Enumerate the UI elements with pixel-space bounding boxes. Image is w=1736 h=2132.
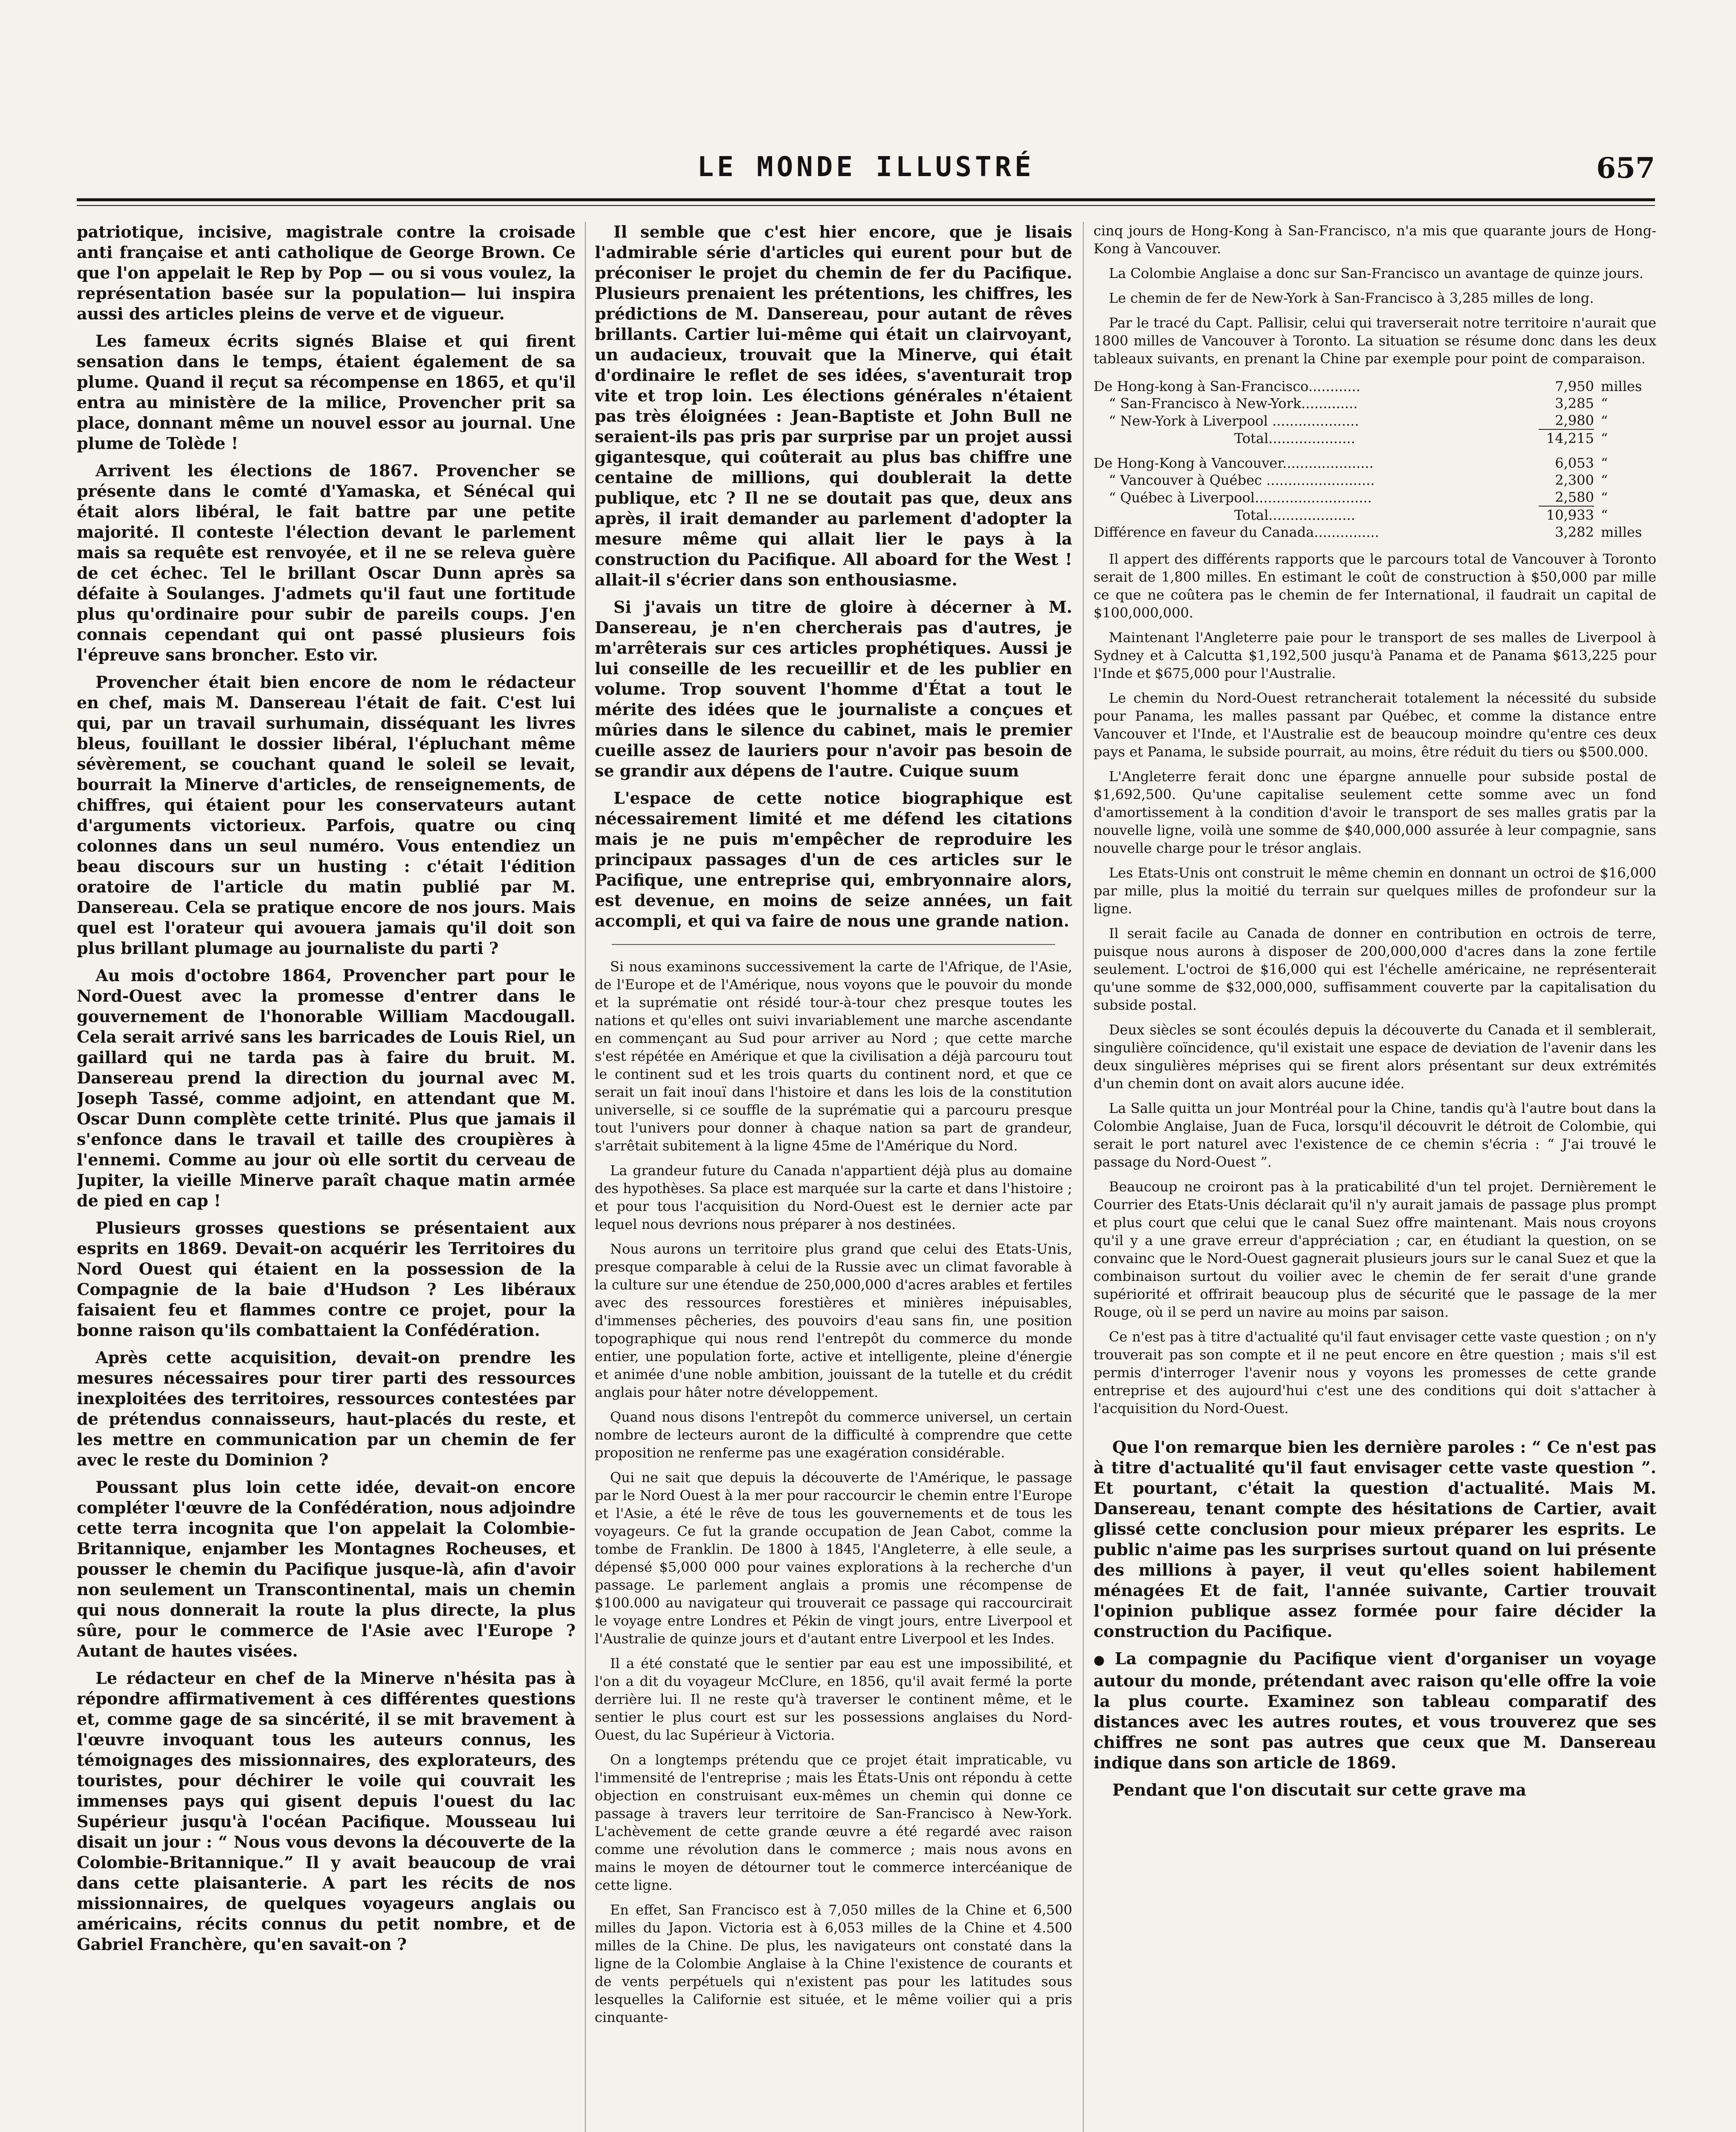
quoted-paragraph: Il appert des différents rapports que le parcours total de Vancouver à Toronto serait de 1,800 milles. En estimant le coût de construction à $50,000 par mille ce que ne coûtera pas le chemin de fer International, il faudrait un capital de $100,000,000. [1094, 551, 1656, 621]
distance-value: 6,053 [1555, 455, 1594, 471]
quoted-paragraph: Ce n'est pas à titre d'actualité qu'il faut envisager cette vaste question ; on n'y trouverait pas son compte et il ne peut encore en être question ; mais s'il est permis d'interroger l'avenir nous y voyons les promesses de cette grande entreprise et des aujourd'hui c'est une des conditions qui doit s'attacher à l'acquisition du Nord-Ouest. [1094, 1329, 1656, 1417]
column-separator [585, 222, 586, 2132]
route-label: “ San-Francisco à New-York............. [1109, 395, 1358, 411]
route-label: “ New-York à Liverpool .................... [1109, 412, 1359, 429]
paragraph: ● La compagnie du Pacifique vient d'organiser un voyage autour du monde, prétendant avec raison qu'elle offre la voie la plus courte. Examinez son tableau comparatif des distances avec les autres routes, et vous trouverez que ses chiffres ne sont pas autres que ceux que M. Dansereau indique dans son article de 1869. [1094, 1648, 1656, 1773]
distance-value: 2,300 [1555, 472, 1594, 488]
column-2 [595, 222, 1072, 2132]
header-rule-thin [77, 205, 1655, 206]
paragraph: Plusieurs grosses questions se présentaient aux esprits en 1869. Devait-on acquérir les Territoires du Nord Ouest qui étaient en la possession de la Compagnie de la baie d'Hudson ? Les libéraux faisaient feu et flammes contre ce projet, pour la bonne raison qu'ils combattaient la Confédération. [77, 1218, 576, 1340]
quoted-paragraph: En effet, San Francisco est à 7,050 milles de la Chine et 6,500 milles du Japon. Victoria est à 6,053 milles de la Chine et 4.500 milles de la Chine. De plus, les navigateurs ont constaté dans la ligne de la Colombie Anglaise à la Chine l'existence de courants et de vents perpétuels qui n'existent pas pour les latitudes sous lesquelles la Californie est située, et le même voilier qui a pris cinquante- [595, 1902, 1072, 2025]
distance-value: 3,285 [1555, 395, 1594, 411]
route-label: De Hong-kong à San-Francisco............ [1094, 378, 1360, 394]
quoted-article-continued [1094, 222, 1656, 1417]
quoted-paragraph: Deux siècles se sont écoulés depuis la découverte du Canada et il semblerait, singulière coïncidence, qu'il existait une espace de deviation de l'avenir dans les deux singulières méprises qui se firent alors présentant sur deux extrémités d'un chemin dont on avait alors aucune idée. [1094, 1022, 1656, 1092]
table-row [1094, 455, 1656, 472]
route-label: De Hong-Kong à Vancouver..................... [1094, 455, 1374, 471]
quoted-paragraph: Beaucoup ne croiront pas à la praticabilité d'un tel projet. Dernièrement le Courrier des Etats-Unis déclarait qu'il n'y aurait jamais de passage plus prompt et plus court que celui que le canal Suez offre maintenant. Mais nous croyons qu'il y a une grave erreur d'appréciation ; car, en étudiant la question, on se convainc que le Nord-Ouest gagnerait plusieurs jours sur le canal Suez et que la combinaison surtout du voilier avec le chemin de fer serait d'une grande supériorité et offrirait beaucoup plus de sécurité que le passage de la mer Rouge, où il se perd un navire au moins par saison. [1094, 1179, 1656, 1320]
column-2-body [595, 222, 1072, 931]
quoted-paragraph: Le chemin du Nord-Ouest retrancherait totalement la nécessité du subside pour Panama, les malles passant par Québec, et comme la distance entre Vancouver et l'Inde, et l'Australie est de beaucoup moindre qu'entre ces deux pays et Panama, le subside pourrait, au moins, être réduit du tiers ou $500.000. [1094, 690, 1656, 760]
quoted-paragraph: Les Etats-Unis ont construit le même chemin en donnant un octroi de $16,000 par mille, plus la moitié du terrain sur quelques milles de profondeur sur la ligne. [1094, 865, 1656, 917]
section-spacer [1094, 1427, 1656, 1428]
table-row [1094, 378, 1656, 395]
total-label: Total.................... [1234, 507, 1355, 523]
unit-ditto: “ [1601, 412, 1608, 429]
masthead-title: LE MONDE ILLUSTRÉ [697, 151, 1035, 183]
quoted-paragraph: cinq jours de Hong-Kong à San-Francisco, n'a mis que quarante jours de Hong-Kong à Vancouver. [1094, 223, 1656, 257]
quoted-paragraph: Il serait facile au Canada de donner en contribution en octrois de terre, puisque nous aurons à disposer de 200,000,000 d'acres dans la zone fertile seulement. L'octroi de $16,000 qui est l'échelle américaine, ne représenterait qu'une somme de $32,000,000, suffisamment couverte par la capitalisation du subside postal. [1094, 925, 1656, 1013]
paragraph: Arrivent les élections de 1867. Provencher se présente dans le comté d'Yamaska, et Sénécal qui était alors libéral, le fait battre par une petite majorité. Il conteste l'élection devant le parlement mais sa requête est renvoyée, et il ne se releva guère de cet échec. Tel le brillant Oscar Dunn après sa défaite à Soulanges. J'admets qu'il faut une fortitude plus qu'ordinaire pour subir de pareils coups. J'en connais cependant qui ont passé plusieurs fois l'épreuve sans broncher. Esto vir. [77, 461, 576, 664]
table-row [1094, 472, 1656, 489]
quoted-paragraph: La Colombie Anglaise a donc sur San-Francisco un avantage de quinze jours. [1109, 265, 1643, 281]
unit-ditto: “ [1601, 489, 1608, 506]
quoted-paragraph: La grandeur future du Canada n'appartient déjà plus au domaine des hypothèses. Sa place est marquée sur la carte et dans l'histoire ; et pour tous l'acquisition du Nord-Ouest est le dernier acte par lequel nous devrions nous préparer à nos destinées. [595, 1162, 1072, 1232]
running-head [77, 151, 1655, 190]
section-divider [612, 944, 1055, 945]
distance-value: 7,950 [1555, 378, 1594, 394]
difference-label: Différence en faveur du Canada............... [1094, 524, 1379, 540]
page-number: 657 [1596, 151, 1655, 185]
column-1 [77, 222, 576, 2132]
quoted-paragraph: Qui ne sait que depuis la découverte de l'Amérique, le passage par le Nord Ouest à la mer pour raccourcir le chemin entre l'Europe et l'Asie, a été le rêve de tous les gouvernements et de tous les voyageurs. Ce fut la grande occupation de Jean Cabot, comme la tombe de Franklin. De 1800 à 1845, l'Angleterre, à elle seule, a dépensé $5,000 000 pour vaines explorations à la recherche d'un passage. Le parlement anglais a promis une récompense de $100.000 au navigateur qui trouverait ce passage qui raccourcirait le voyage entre Londres et Pékin de vingt jours, entre Liverpool et l'Australie de quinze jours et d'autant entre Liverpool et les Indes. [595, 1469, 1072, 1647]
distance-value: 2,980 [1539, 412, 1594, 429]
paragraph: Si j'avais un titre de gloire à décerner à M. Dansereau, je n'en chercherais pas d'autres, je m'arrêterais sur ces articles prophétiques. Aussi je lui conseille de les recueillir et de les publier en volume. Trop souvent l'homme d'État a tout le mérite des idées que le journaliste a conçues et mûries dans le silence du cabinet, mais le premier cueille assez de lauriers pour n'avoir pas besoin de se grandir aux dépens de l'autre. Cuique suum [595, 597, 1072, 780]
quoted-paragraph: Maintenant l'Angleterre paie pour le transport de ses malles de Liverpool à Sydney et à Calcutta $1,192,500 jusqu'à Panama et de Panama $613,225 pour l'Inde et $675,000 pour l'Australie. [1094, 629, 1656, 681]
quoted-article [595, 958, 1072, 2026]
column-3 [1094, 222, 1656, 2132]
unit-ditto: “ [1601, 430, 1608, 446]
quoted-paragraph: La Salle quitta un jour Montréal pour la Chine, tandis qu'à l'autre bout dans la Colombie Anglaise, Juan de Fuca, lorsqu'il découvrit le détroit de Colombie, qui serait le port naturel avec l'existence de ce chemin s'écria : “ J'ai trouvé le passage du Nord-Ouest ”. [1094, 1100, 1656, 1170]
header-rule-thick [77, 198, 1655, 201]
total-label: Total.................... [1234, 430, 1355, 446]
total-value: 14,215 [1546, 430, 1594, 446]
difference-value: 3,282 [1555, 524, 1594, 540]
paragraph: Les fameux écrits signés Blaise et qui firent sensation dans le temps, étaient également de sa plume. Quand il reçut sa récompense en 1865, et qu'il entra au ministère de la milice, Provencher prit sa place, donnant même un nouvel essor au journal. Une plume de Tolède ! [77, 331, 576, 453]
quoted-paragraph: Quand nous disons l'entrepôt du commerce universel, un certain nombre de lecteurs auront de la difficulté à comprendre que cette proposition ne renferme pas une exagération considérable. [595, 1409, 1072, 1461]
paragraph: Il semble que c'est hier encore, que je lisais l'admirable série d'articles qui eurent pour but de préconiser le projet du chemin de fer du Pacifique. Plusieurs prenaient les prétentions, les chiffres, les prédictions de M. Dansereau, pour autant de rêves brillants. Cartier lui-même qui était un clairvoyant, un audacieux, trouvait que la Minerve, qui était d'ordinaire le reflet de ses idées, s'aventurait trop vite et trop loin. Les élections générales n'étaient pas très éloignées : Jean-Baptiste et John Bull ne seraient-ils pas pris par surprise par un projet aussi gigantesque, qui coûterait au plus bas chiffre une centaine de millions, qui doublerait la dette publique, etc ? Il ne se doutait pas que, deux ans après, il irait demander au parlement d'adopter la mesure même qui allait lier le pays à la construction du Pacifique. All aboard for the West ! allait-il s'écrier dans son enthousiasme. [595, 222, 1072, 589]
quoted-paragraph: Si nous examinons successivement la carte de l'Afrique, de l'Asie, de l'Europe et de l'Amérique, nous voyons que le pouvoir du monde et la suprématie ont résidé tour-à-tour chez presque toutes les nations et qu'elles ont suivi invariablement une marche ascendante en commençant au Sud pour arriver au Nord ; que cette marche s'est répétée en Amérique et que la civilisation a déjà parcouru tout le continent sud et les trois quarts du continent nord, et que ce serait un fait inouï dans l'histoire et dans les lois de la constitution universelle, si ce souffle de la suprématie qui a parcouru presque tout l'univers pour donner à chaque nation sa part de grandeur, s'arrêtait subitement à la ligne 45me de l'Amérique du Nord. [595, 959, 1072, 1154]
table-row [1094, 412, 1656, 429]
unit-ditto: “ [1601, 395, 1608, 411]
table-row [1094, 395, 1656, 412]
unit-ditto: “ [1601, 472, 1608, 488]
paragraph: Pendant que l'on discutait sur cette grave ma [1112, 1780, 1527, 1799]
unit-label: milles [1601, 378, 1642, 394]
quoted-paragraph: Le chemin de fer de New-York à San-Francisco à 3,285 milles de long. [1109, 290, 1594, 306]
quoted-paragraph: Nous aurons un territoire plus grand que celui des Etats-Unis, presque comparable à celui de la Russie avec un climat favorable à la culture sur une étendue de 250,000,000 d'acres arables et fertiles avec des ressources forestières et minières inépuisables, d'immenses pêcheries, des pouvoirs d'eau sans fin, une position topographique qui nous rend l'entrepôt du commerce du monde entier, une population forte, active et intelligente, pleine d'énergie et animée d'une noble ambition, jouissant de la tutelle et du crédit anglais pour hâter notre développement. [595, 1241, 1072, 1400]
quoted-paragraph: Par le tracé du Capt. Pallisir, celui qui traverserait notre territoire n'aurait que 1800 milles de Vancouver à Toronto. La situation se résume donc dans les deux tableaux suivants, en prenant la Chine par exemple pour point de comparaison. [1094, 315, 1656, 367]
unit-ditto: “ [1601, 507, 1608, 523]
table-row-total [1094, 506, 1656, 524]
unit-ditto: “ [1601, 455, 1608, 471]
total-value: 10,933 [1546, 507, 1594, 523]
table-row-difference [1094, 524, 1656, 541]
paragraph: Le rédacteur en chef de la Minerve n'hésita pas à répondre affirmativement à ces différentes questions et, comme gage de sa sincérité, il se mit bravement à l'œuvre invoquant tous les auteurs connus, les témoignages des missionnaires, des explorateurs, des touristes, pour déchirer le voile qui couvrait les immenses pays qui gisent depuis l'ouest du lac Supérieur jusqu'à l'océan Pacifique. Mousseau lui disait un jour : “ Nous vous devons la découverte de la Colombie-Britannique.” Il y avait beaucoup de vrai dans cette plaisanterie. A part les récits de nos missionnaires, de quelques voyageurs anglais ou américains, récits connus du petit nombre, et de Gabriel Franchère, qu'en savait-on ? [77, 1669, 576, 1954]
quoted-paragraph: Il a été constaté que le sentier par eau est une impossibilité, et l'on a dit du voyageur McClure, en 1856, qu'il avait fermé la porte derrière lui. Il ne reste qu'à traverser le continent même, et le sentier le plus court est sur les possessions anglaises du Nord-Ouest, du lac Supérieur à Victoria. [595, 1655, 1072, 1743]
route-label: “ Vancouver à Québec ......................... [1109, 472, 1375, 488]
paragraph: L'espace de cette notice biographique est nécessairement limité et me défend les citations mais je ne puis m'empêcher de reproduire les principaux passages d'un de ces articles sur le Pacifique, une entreprise qui, embryonnaire alors, est devenue, en moins de seize années, un fait accompli, et qui va faire de nous une grande nation. [595, 788, 1072, 930]
paragraph: Après cette acquisition, devait-on prendre les mesures nécessaires pour tirer parti des ressources inexploitées des territoires, ressources contestées par de prétendus connaisseurs, haut-placés du reste, et les mettre en communication par un chemin de fer avec le reste du Dominion ? [77, 1348, 576, 1469]
table-row-total [1094, 429, 1656, 447]
quoted-paragraph: L'Angleterre ferait donc une épargne annuelle pour subside postal de $1,692,500. Qu'une capitalise seulement cette somme avec un fond d'amortissement à la condition d'avoir le transport de ses malles gratis par la nouvelle ligne, voilà une somme de $40,000,000 assurée à leur compagnie, sans nouvelle charge pour le trésor anglais. [1094, 768, 1656, 856]
table-row [1094, 489, 1656, 506]
distance-value: 2,580 [1539, 489, 1594, 506]
quoted-paragraph: On a longtemps prétendu que ce projet était impraticable, vu l'immensité de l'entreprise ; mais les États-Unis ont répondu à cette objection en construisant eux-mêmes un chemin qui donne ce passage à travers leur territoire de San-Francisco à New-York. L'achèvement de cette grande œuvre a été regardé avec raison comme une révolution dans le commerce ; mais nous avons en mains le moyen de détourner tout le commerce intercéanique de cette ligne. [595, 1752, 1072, 1893]
paragraph: Provencher était bien encore de nom le rédacteur en chef, mais M. Dansereau l'était de fait. C'est lui qui, par un travail surhumain, disséquant les livres bleus, fouillant le dossier libéral, l'épluchant même sévèrement, se couchant quand le soleil se levait, bourrait la Minerve d'articles, de renseignements, de chiffres, qui étaient pour les conservateurs autant d'arguments victorieux. Parfois, quatre ou cinq colonnes dans un seul numéro. Vous entendiez un beau discours sur un husting : c'était l'édition oratoire de l'article du matin publié par M. Dansereau. Cela se pratique encore de nos jours. Mais quel est l'orateur qui avouera jamais qu'il doit son plus brillant plumage au journaliste du parti ? [77, 672, 576, 958]
column-3-body [1094, 1437, 1656, 1800]
table-spacer [1094, 447, 1656, 455]
column-separator [1083, 222, 1084, 2132]
paragraph: Au mois d'octobre 1864, Provencher part pour le Nord-Ouest avec la promesse d'entrer dans le gouvernement de l'honorable William Macdougall. Cela serait arrivé sans les barricades de Louis Riel, un gaillard qui ne tarda pas à faire du bruit. M. Dansereau prend la direction du journal avec M. Joseph Tassé, comme adjoint, en attendant que M. Oscar Dunn complète cette trinité. Plus que jamais il s'enfonce dans le travail et taille des croupières à l'ennemi. Comme au jour où elle sortit du cerveau de Jupiter, la vieille Minerve paraît chaque matin armée de pied en cap ! [77, 966, 576, 1210]
paragraph: Poussant plus loin cette idée, devait-on encore compléter l'œuvre de la Confédération, nous adjoindre cette terra incognita que l'on appelait la Colombie-Britannique, enjamber les Montagnes Rocheuses, et pousser le chemin du Pacifique jusque-là, afin d'avoir non seulement un Transcontinental, mais un chemin qui nous donnerait la route la plus directe, la plus sûre, pour le commerce de l'Asie avec l'Europe ? Autant de hautes visées. [77, 1477, 576, 1660]
paragraph: Que l'on remarque bien les dernière paroles : “ Ce n'est pas à titre d'actualité qu'il faut envisager cette vaste question ”. Et pourtant, c'était la question d'actualité. Mais M. Dansereau, tenant compte des hésitations de Cartier, avait glissé cette conclusion pour mieux préparer les esprits. Le public n'aime pas les surprises surtout quand on lui présente des millions à payer, il veut qu'elles soient habilement ménagées Et de fait, l'année suivante, Cartier trouvait l'opinion publique assez formée pour faire décider la construction du Pacifique. [1094, 1437, 1656, 1641]
paragraph: patriotique, incisive, magistrale contre la croisade anti française et anti catholique de George Brown. Ce que l'on appelait le Rep by Pop — ou si vous voulez, la représentation basée sur la population— lui inspira aussi des articles pleins de verve et de vigueur. [77, 222, 576, 323]
unit-label: milles [1601, 524, 1642, 540]
route-label: “ Québec à Liverpool........................... [1109, 489, 1372, 506]
distance-table [1094, 378, 1656, 541]
